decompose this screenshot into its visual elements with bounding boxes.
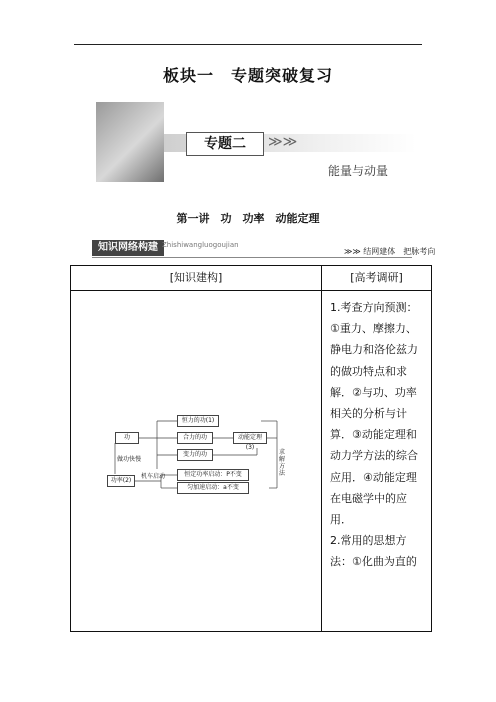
subtopic-label: 能量与动量 [328, 164, 389, 178]
research-line: 动力学方法的综合 [330, 449, 418, 463]
node-variable-force: 变力的功 [177, 449, 213, 461]
node-work: 功 [115, 432, 139, 444]
label-start-mode: 机车启动 [141, 473, 166, 480]
research-line: 用． [330, 513, 352, 527]
node-power: 功率(2) [107, 475, 135, 487]
node-constant-power: 恒定功率启动：P不变 [177, 469, 249, 481]
page-title: 板块一 专题突破复习 [162, 66, 333, 85]
node-theorem: 动能定理(3) [233, 432, 267, 444]
research-line: 解．②与功、功率 [330, 385, 417, 399]
section-rule [92, 257, 412, 258]
content-table [70, 265, 432, 632]
research-line: 法：①化曲为直的 [330, 555, 417, 569]
research-line: 2.常用的思想方 [330, 534, 407, 548]
ship-illustration [96, 102, 164, 182]
research-line: 算．③动能定理和 [330, 428, 417, 442]
research-line: 在电磁学中的应 [330, 491, 407, 505]
right-header: [高考调研] [322, 266, 432, 291]
research-line: 静电力和洛伦兹力 [330, 343, 418, 357]
research-line: ①重力、摩擦力、 [330, 322, 417, 336]
node-constant-force: 恒力的功(1) [177, 415, 219, 427]
concept-diagram [71, 291, 321, 631]
section-label: 知识网络构建 [92, 240, 164, 256]
node-net-force: 合力的功 [177, 432, 213, 444]
node-constant-acceleration: 匀加速启动：a不变 [177, 482, 249, 494]
section-pinyin: Zhishiwangluogoujian [162, 241, 239, 249]
left-header: [知识建构] [71, 266, 322, 291]
research-line: 的做功特点和求 [330, 364, 407, 378]
research-cell [322, 291, 432, 632]
research-line: 应用．④动能定理 [330, 470, 417, 484]
topic-label: 专题二 [186, 132, 264, 156]
section-subtitle: ≫≫ 结网建体 把脉考向 [344, 247, 436, 256]
research-text [322, 291, 431, 573]
label-work-speed: 做功快慢 [117, 456, 142, 463]
label-solve-method: 求解方法 [279, 449, 286, 477]
research-line: 相关的分析与计 [330, 407, 407, 421]
chevron-icon: ≫≫ [268, 134, 298, 150]
diagram-cell [71, 291, 322, 632]
research-line: 1.考查方向预测： [330, 301, 418, 314]
top-rule [74, 44, 422, 45]
lecture-title: 第一讲 功 功率 动能定理 [176, 212, 320, 225]
